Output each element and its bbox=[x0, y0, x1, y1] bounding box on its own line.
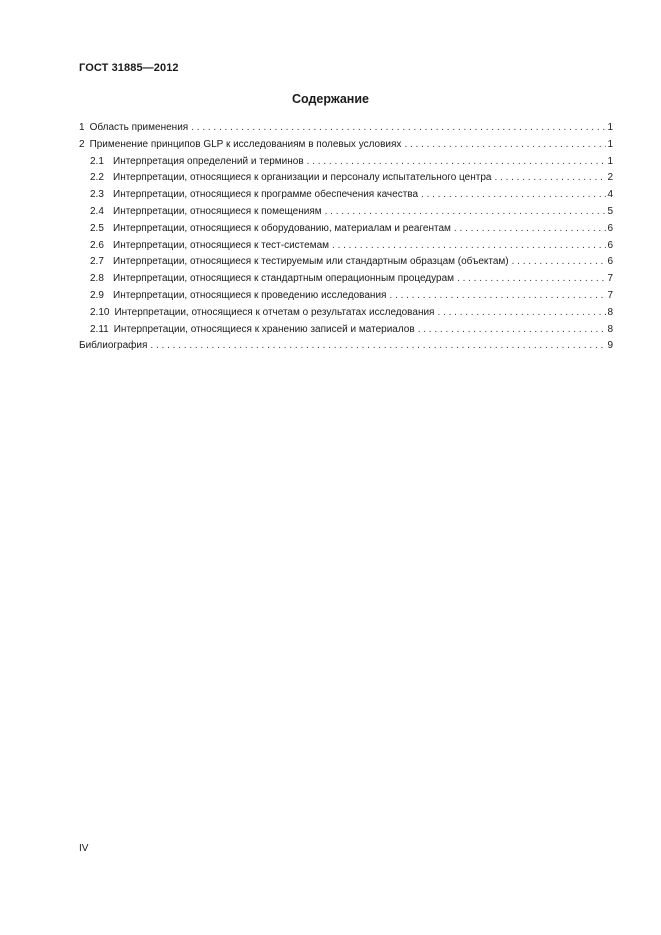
toc-entry-page: 1 bbox=[607, 122, 613, 133]
toc-entry-number: 2.6 bbox=[90, 239, 104, 251]
toc-entry-2-7[interactable] bbox=[79, 254, 613, 271]
toc-entry-page: 1 bbox=[607, 155, 613, 167]
toc-entry-title: Интерпретации, относящиеся к проведению исследования bbox=[113, 289, 387, 301]
toc-leader-dots bbox=[191, 120, 606, 137]
toc-entry-number: 2.10 bbox=[90, 306, 110, 318]
toc-entry-title: Библиография bbox=[79, 340, 148, 352]
toc-entry-page: 2 bbox=[607, 172, 613, 184]
toc-leader-dots bbox=[389, 288, 606, 305]
toc-entry-page: 8 bbox=[607, 323, 613, 335]
toc-leader-dots bbox=[512, 254, 607, 271]
toc-title: Содержание bbox=[291, 92, 369, 106]
toc-entry-2-6[interactable] bbox=[79, 238, 613, 255]
toc-entry-title: Интерпретация определений и терминов bbox=[113, 155, 304, 167]
toc-entry-page: 9 bbox=[607, 340, 613, 352]
toc-leader-dots bbox=[494, 170, 606, 187]
toc-leader-dots bbox=[332, 238, 606, 255]
toc-entry-title: Интерпретации, относящиеся к хранению записей и материалов bbox=[113, 323, 415, 335]
toc-entry-1[interactable] bbox=[79, 120, 613, 137]
toc-entry-number: 2.9 bbox=[90, 289, 104, 301]
toc-entry-number: 2.11 bbox=[90, 323, 109, 335]
toc-entry-2-2[interactable] bbox=[79, 170, 613, 187]
toc-entry-page: 5 bbox=[607, 205, 613, 217]
toc-leader-dots bbox=[325, 204, 607, 221]
toc-entry-title: Интерпретации, относящиеся к оборудованию, материалам и реагентам bbox=[113, 222, 451, 234]
toc-entry-title: Интерпретации, относящиеся к тест-системам bbox=[113, 239, 330, 251]
toc-entry-number: 1 bbox=[79, 122, 85, 133]
toc-leader-dots bbox=[418, 322, 607, 339]
toc-leader-dots bbox=[421, 187, 606, 204]
toc-entry-2-3[interactable] bbox=[79, 187, 613, 204]
toc-entry-title: Интерпретации, относящиеся к программе обеспечения качества bbox=[113, 189, 419, 201]
toc-entry-number: 2.3 bbox=[90, 189, 104, 201]
toc-entry-page: 6 bbox=[607, 256, 613, 268]
toc-entry-number: 2.4 bbox=[90, 205, 104, 217]
toc-entry-page: 1 bbox=[607, 138, 613, 150]
toc-entry-page: 4 bbox=[607, 189, 613, 201]
toc-entry-title: Область применения bbox=[89, 122, 189, 133]
toc-entry-page: 7 bbox=[607, 273, 613, 285]
toc-entry-number: 2 bbox=[79, 138, 85, 150]
toc-entry-page: 6 bbox=[607, 222, 613, 234]
toc-entry-number: 2.7 bbox=[90, 256, 104, 268]
toc-entry-2-10[interactable] bbox=[79, 305, 613, 322]
toc-leader-dots bbox=[437, 305, 606, 322]
toc-entry-2[interactable] bbox=[79, 137, 613, 154]
toc-entry-title: Интерпретации, относящиеся к организации и персоналу испытательного центра bbox=[113, 172, 492, 184]
page-number: IV bbox=[79, 843, 89, 854]
standard-designation: ГОСТ 31885—2012 bbox=[79, 62, 179, 74]
toc-entry-title: Интерпретации, относящиеся к отчетам о результатах исследования bbox=[114, 306, 435, 318]
toc-entry-number: 2.2 bbox=[90, 172, 104, 184]
toc-entry-2-11[interactable] bbox=[79, 322, 613, 339]
toc-entry-2-9[interactable] bbox=[79, 288, 613, 305]
toc-entry-page: 8 bbox=[607, 306, 613, 318]
toc-entry-2-5[interactable] bbox=[79, 221, 613, 238]
toc-leader-dots bbox=[454, 221, 607, 238]
toc-entry-title: Интерпретации, относящиеся к тестируемым или стандартным образцам (объектам) bbox=[113, 256, 509, 268]
toc-entry-number: 2.8 bbox=[90, 273, 104, 285]
toc-entry-number: 2.5 bbox=[90, 222, 104, 234]
toc-leader-dots bbox=[404, 137, 606, 154]
toc-entry-2-1[interactable] bbox=[79, 154, 613, 171]
table-of-contents bbox=[79, 120, 613, 355]
toc-entry-title: Интерпретации, относящиеся к помещениям bbox=[113, 205, 322, 217]
toc-entry-bibliography[interactable] bbox=[79, 338, 613, 355]
toc-entry-2-8[interactable] bbox=[79, 271, 613, 288]
toc-entry-2-4[interactable] bbox=[79, 204, 613, 221]
toc-leader-dots bbox=[457, 271, 606, 288]
toc-entry-title: Применение принципов GLP к исследованиям в полевых условиях bbox=[89, 138, 402, 150]
toc-entry-page: 6 bbox=[607, 239, 613, 251]
toc-leader-dots bbox=[150, 338, 606, 355]
toc-entry-page: 7 bbox=[607, 289, 613, 301]
toc-entry-title: Интерпретации, относящиеся к стандартным операционным процедурам bbox=[113, 273, 455, 285]
toc-entry-number: 2.1 bbox=[90, 155, 104, 167]
toc-leader-dots bbox=[307, 154, 607, 171]
